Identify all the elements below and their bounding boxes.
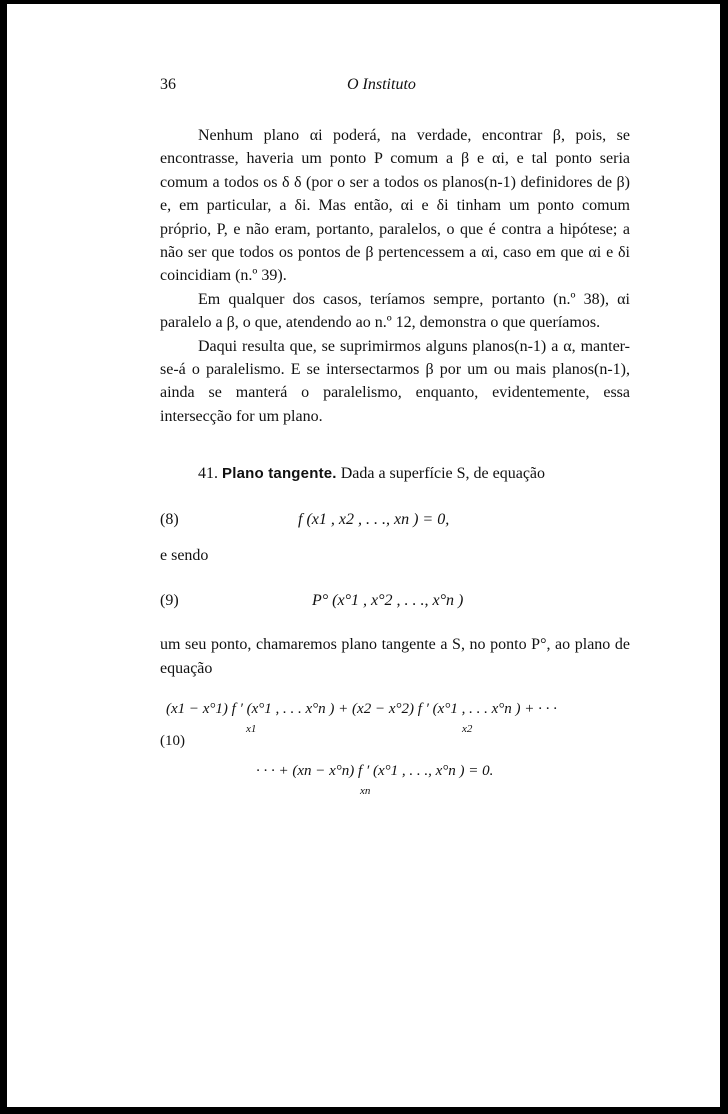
- and-being-text: e sendo: [160, 546, 209, 564]
- equation-10-label: (10): [160, 732, 185, 749]
- equation-10-line-1: (x1 − x°1) f ′ (x°1 , . . . x°n ) + (x2 − x°2) f ′ (x°1 , . . . x°n ) + · · ·: [166, 700, 557, 717]
- equation-10-subscript-1: x1: [246, 722, 257, 735]
- equation-8-label: (8): [160, 510, 179, 528]
- equation-8-body: f (x1 , x2 , . . ., xn ) = 0,: [298, 510, 450, 528]
- equation-9-label: (9): [160, 592, 179, 610]
- page-body: [160, 124, 630, 797]
- equation-10: [160, 694, 630, 797]
- page-number: 36: [160, 76, 176, 93]
- page: [7, 4, 720, 1107]
- equation-9: [160, 585, 630, 613]
- equation-10-line-2: · · · + (xn − x°n) f ′ (x°1 , . . ., x°n ) = 0.: [256, 762, 494, 779]
- equation-10-subscript-2: x2: [462, 722, 473, 735]
- equation-9-body: P° (x°1 , x°2 , . . ., x°n ): [312, 592, 464, 610]
- running-title: O Instituto: [347, 76, 416, 93]
- paragraph-3: Daqui resulta que, se suprimirmos alguns planos(n-1) a α, manter-se-á o paralelismo. E se intersectarmos β por um ou mais planos(n-1), ainda se manterá o paralelismo, enquanto, evidentemente, essa intersecção for um plano.: [160, 337, 630, 425]
- page-header: [7, 76, 720, 100]
- section-41: [160, 462, 630, 485]
- paragraph-2: Em qualquer dos casos, teríamos sempre, portanto (n.º 38), αi paralelo a β, o que, atendendo ao n.º 12, demonstra o que queríamos.: [160, 290, 630, 332]
- tangent-plane-definition: um seu ponto, chamaremos plano tangente a S, no ponto P°, ao plano de equação: [160, 636, 630, 677]
- section-title: Plano tangente.: [222, 465, 337, 483]
- section-gap: [160, 428, 630, 462]
- paragraph-1: Nenhum plano αi poderá, na verdade, encontrar β, pois, se encontrasse, haveria um ponto P comum a β e αi, e tal ponto seria comum a todos os δ δ (por o ser a todos os planos(n-1) definidores de β) e, em particular, a δi. Mas então, αi e δi tinham um ponto comum próprio, P, e não eram, portanto, paralelos, o que é contra a hipótese; a não ser que todos os pontos de β pertencessem a αi, caso em que αi e δi coincidiam (n.º 39).: [160, 127, 630, 285]
- equation-10-subscript-3: xn: [360, 784, 371, 797]
- equation-8: [160, 504, 630, 532]
- section-number: 41.: [198, 465, 218, 483]
- section-intro: Dada a superfície S, de equação: [340, 465, 546, 483]
